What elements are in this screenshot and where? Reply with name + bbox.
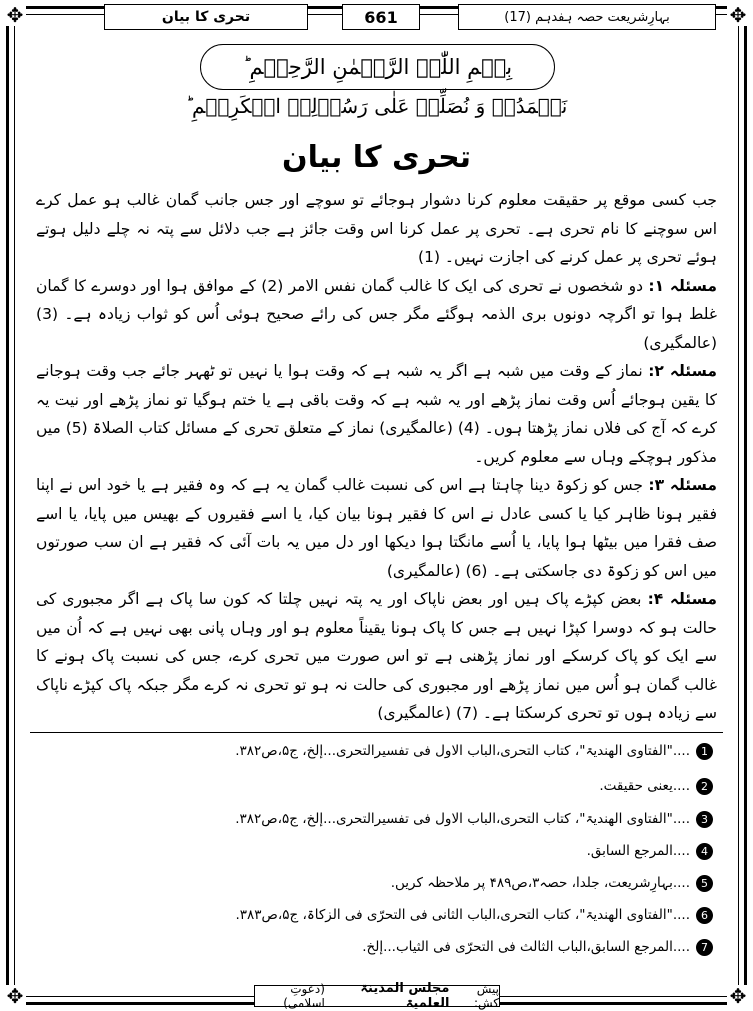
footnote-text: ....المرجع السابق. — [586, 843, 690, 859]
footnote-number: 6 — [696, 907, 713, 924]
footnote — [40, 808, 713, 830]
page-number: 661 — [342, 4, 420, 30]
footnote-number: 1 — [696, 743, 713, 760]
masala-paragraph — [36, 272, 717, 358]
footnote-text: ...."الفتاوی الھندیۃ"، کتاب التحری،الباب الاول فی تفسیرالتحری...إلخ، ج۵،ص۳۸۲. — [235, 743, 690, 759]
hamd-line: نَحۡمَدُہٗ وَ نُصَلِّیۡ عَلٰی رَسُوۡلِہِ الۡکَرِیۡمِ ؕ — [185, 94, 568, 118]
masala-label: مسئلہ ۲: — [648, 362, 717, 380]
book-title-header: بہارِشریعت حصہ ہفدہم (17) — [458, 4, 716, 30]
footer-suffix: (دعوتِ اسلامی) — [283, 982, 325, 1010]
masala-paragraph — [36, 585, 717, 728]
footnote — [40, 775, 713, 797]
footnote-text: ....یعنی حقیقت. — [599, 778, 690, 794]
intro-paragraph: جب کسی موقع پر حقیقت معلوم کرنا دشوار ہوجائے تو سوچے اور جس جانب گمان غالب ہو عمل کرے اس سوچنے کا نام تحری ہے۔ تحری پر عمل کرنا اس وقت جائز ہے جب دلائل سے پتہ نہ چلے دلیل ہوتے ہوئے تحری پر عمل کرنے کی اجازت نہیں۔ (1) — [36, 191, 717, 266]
footer-org: مجلس المدینۃ العلمیۃ — [360, 981, 450, 1011]
main-text — [36, 186, 717, 728]
masala-paragraph — [36, 471, 717, 585]
footnote — [40, 936, 713, 958]
bismillah-cartouche: بِسۡمِ اللّٰہِ الرَّحۡمٰنِ الرَّحِیۡمِ ؕ — [200, 44, 555, 90]
masala-text: جس کو زکوۃ دینا چاہتا ہے اس کی نسبت غالب گمان یہ ہے کہ وہ فقیر ہے یا خود اس نے اپنا فقیر ہونا ظاہر کیا یا کسی عادل نے اس کا فقیر ہونا بیان کیا، یا اسے فقیروں کے بھیس میں پایا، یا اسے صف فقرا میں بیٹھا ہوا پایا، یا اُسے مانگتا ہوا دیکھا اور دل میں یہ بات آئی کہ فقیر ہے ان سب صورتوں میں اس کو زکوۃ دی جاسکتی ہے۔ (6) (عالمگیری) — [36, 476, 717, 580]
footnote-text: ....بہارِشریعت، جلدا، حصہ۳،ص۴۸۹ پر ملاحظہ کریں. — [390, 875, 690, 891]
footnote-number: 2 — [696, 778, 713, 795]
masala-label: مسئلہ ۱: — [648, 276, 717, 295]
corner-ornament-icon: ✥ — [4, 4, 26, 26]
chapter-title-header: تحری کا بیان — [104, 4, 308, 30]
corner-ornament-icon: ✥ — [727, 985, 749, 1007]
footer-prefix: پیش کش: — [473, 982, 499, 1010]
corner-ornament-icon: ✥ — [4, 985, 26, 1007]
footnote-text: ...."الفتاوی الھندیۃ"، کتاب التحری،الباب الاول فی تفسیرالتحری...إلخ، ج۵،ص۳۸۲. — [235, 811, 690, 827]
footnote — [40, 740, 713, 762]
footnote-separator — [30, 732, 723, 733]
masala-text: نماز کے وقت میں شبہ ہے اگر یہ شبہ ہے کہ وقت ہوا یا نہیں تو ٹھہر جائے جب وقت ہوجانے کا یقین ہوجائے اُس وقت نماز پڑھے اور یہ شبہ ہے کہ وقت باقی ہے یا ختم ہوگیا تو نماز پڑھے اور نیت یہ کرے کہ آج کی فلاں نماز پڑھتا ہوں۔ (4) (عالمگیری) نماز کے متعلق تحری کے مسائل کتاب الصلاۃ (5) میں مذکور ہوچکے وہاں سے معلوم کریں۔ — [36, 362, 717, 466]
masala-label: مسئلہ ۴: — [647, 590, 717, 608]
publisher-footer — [254, 981, 500, 1011]
footnote — [40, 840, 713, 862]
footnote — [40, 872, 713, 894]
footnote-number: 7 — [696, 939, 713, 956]
masala-text: بعض کپڑے پاک ہیں اور بعض ناپاک اور یہ پتہ نہیں چلتا کہ کون سا پاک ہے اگر مجبوری کی حالت ہو کہ دوسرا کپڑا نہیں ہے جس کا پاک ہونا یقیناً معلوم ہو اور وہاں پانی بھی نہیں ہے کہ اُن میں سے ایک کو پاک کرسکے اور نماز پڑھنی ہے تو اس صورت میں تحری کرے، جس کی نسبت پاک ہونے کا غالب گمان ہو اُس میں نماز پڑھے اور مجبوری کی حالت نہ ہو تو تحری نہ کرے مگر جبکہ پاک کپڑے ناپاک سے زیادہ ہوں تو تحری کرسکتا ہے۔ (7) (عالمگیری) — [36, 590, 717, 722]
masala-text: دو شخصوں نے تحری کی ایک کا غالب گمان نفس الامر (2) کے موافق ہوا اور دوسرے کا گمان غلط ہوا تو اگرچہ دونوں بری الذمہ ہوگئے مگر جس کی رائے صحیح ہوئی اُس کو ثواب زیادہ ہے۔ (3) (عالمگیری) — [36, 276, 717, 352]
page-title: تحری کا بیان — [281, 140, 472, 175]
masala-paragraph — [36, 357, 717, 471]
footnote-number: 4 — [696, 843, 713, 860]
footnote-text: ...."الفتاوی الھندیۃ"، کتاب التحری،الباب الثانی فی التحرّی فی الزکاۃ، ج۵،ص۳۸۳. — [235, 907, 690, 923]
footnote-number: 3 — [696, 811, 713, 828]
footnote — [40, 904, 713, 926]
footnote-text: ....المرجع السابق،الباب الثالث فی التحرّی فی الثیاب...إلخ. — [362, 939, 690, 955]
footnote-number: 5 — [696, 875, 713, 892]
masala-label: مسئلہ ۳: — [648, 476, 717, 494]
corner-ornament-icon: ✥ — [727, 4, 749, 26]
